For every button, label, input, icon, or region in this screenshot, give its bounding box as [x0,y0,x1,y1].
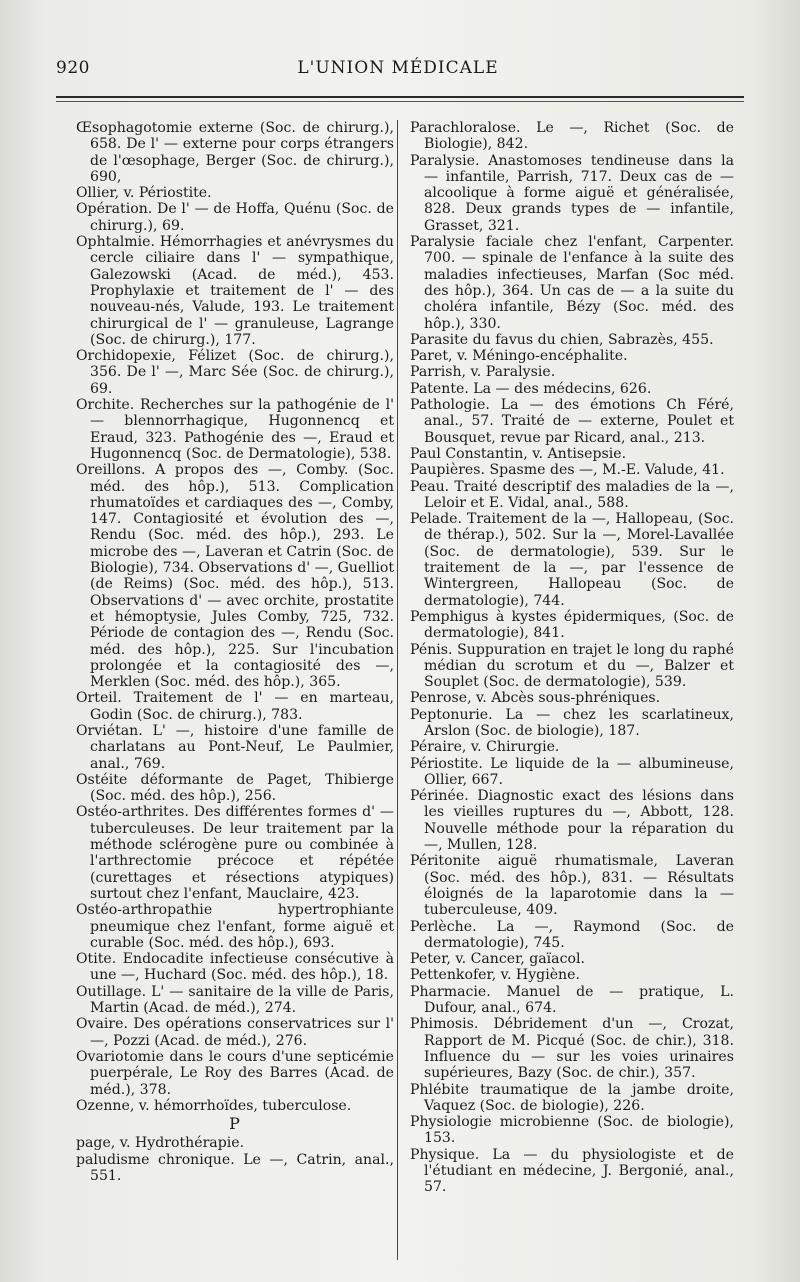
right-entries [410,120,734,1196]
index-entry: Parasite du favus du chien, Sabrazès, 455. [410,331,714,348]
index-entry: Pemphigus à kystes épidermiques, (Soc. de dermatologie), 841. [410,608,734,642]
index-entry: page, v. Hydrothérapie. [76,1135,245,1152]
index-entry: Parachloralose. Le —, Richet (Soc. de Biologie), 842. [410,120,734,153]
index-entry: Paupières. Spasme des —, M.-E. Valude, 41. [410,462,725,479]
index-entry: Paul Constantin, v. Antisepsie. [410,445,627,462]
index-entry: Pelade. Traitement de la —, Hallopeau, (Soc. de thérap.), 502. Sur la —, Morel-Lavallée (Soc. de dermatologie), 539. Sur le traitement de la —, par l'essence de Wintergreen, Hallopeau (Soc. de dermatologie), 744. [410,511,734,609]
header-rule-thin [56,101,744,102]
index-entry: Péritonite aiguë rhumatismale, Laveran (Soc. méd. des hôp.), 831. — Résultats éloignés de la laparotomie dans la — tuberculeuse, 409. [410,853,734,919]
index-entry: Ovaire. Des opérations conservatrices sur l' —, Pozzi (Acad. de méd.), 276. [76,1016,394,1049]
index-entry: Ophtalmie. Hémorrhagies et anévrysmes du cercle ciliaire dans l' — sympathique, Galezowski (Acad. de méd.), 453. Prophylaxie et traitement de l' — des nouveau-nés, Valude, 193. Le traitement chirurgical de l' — granuleuse, Lagrange (Soc. de chirurg.), 177. [76,234,394,348]
index-entry: Phlébite traumatique de la jambe droite, Vaquez (Soc. de biologie), 226. [410,1081,734,1114]
index-entry: Physiologie microbienne (Soc. de biologie), 153. [410,1114,734,1147]
index-entry: Parrish, v. Paralysie. [410,364,556,381]
index-entry: Pénis. Suppuration en trajet le long du raphé médian du scrotum et du —, Balzer et Souplet (Soc. de dermatologie), 539. [410,641,734,691]
index-entry: Patente. La — des médecins, 626. [410,380,652,397]
index-entry: Peter, v. Cancer, gaïacol. [410,951,585,968]
index-entry: Orteil. Traitement de l' — en marteau, Godin (Soc. de chirurg.), 783. [76,690,394,723]
index-entry: Penrose, v. Abcès sous-phréniques. [410,690,661,707]
index-entry: Oreillons. A propos des —, Comby. (Soc. méd. des hôp.), 513. Complication rhumatoïdes et cardiaques des —, Comby, 147. Contagiosité et évolution des —, Rendu (Soc. méd. des hôp.), 293. Le microbe des —, Laveran et Catrin (Soc. de Biologie), 734. Observations d' —, Guelliot (de Reims) (Soc. méd. des hôp.), 513. Observations d' — avec orchite, prostatite et hémoptysie, Jules Comby, 725, 732. Période de contagion des —, Rendu (Soc. méd. des hôp.), 225. Sur l'incubation prolongée et la contagiosité des —, Merklen (Soc. méd. des hôp.), 365. [76,462,395,691]
index-entry: Orchidopexie, Félizet (Soc. de chirurg.), 356. De l' —, Marc Sée (Soc. de chirurg.), 69. [76,348,394,397]
header-rule [56,96,744,98]
index-entry: Ostéo-arthropathie hypertrophiante pneumique chez l'enfant, forme aiguë et curable (Soc. méd. des hôp.), 693. [76,902,394,951]
index-entry: Peau. Traité descriptif des maladies de la —, Leloir et E. Vidal, anal., 588. [410,478,734,511]
index-entry: Ostéo-arthrites. Des différentes formes d' — tuberculeuses. De leur traitement par la méthode sclérogène pure ou combinée à l'arthrectomie précoce et répétée (curettages et résections atypiques) surtout chez l'enfant, Mauclaire, 423. [76,804,394,902]
left-entries-p [76,1135,394,1184]
index-entry: Ovariotomie dans le cours d'une septicémie puerpérale, Le Roy des Barres (Acad. de méd.), 378. [76,1048,394,1098]
index-entry: Perlèche. La —, Raymond (Soc. de dermatologie), 745. [410,918,734,951]
index-entry: Péraire, v. Chirurgie. [410,739,560,756]
index-entry: paludisme chronique. Le —, Catrin, anal., 551. [76,1151,394,1184]
index-entry: Œsophagotomie externe (Soc. de chirurg.), 658. De l' — externe pour corps étrangers de l'œsophage, Berger (Soc. de chirurg.), 690, [76,120,394,185]
section-letter: P [229,1114,241,1134]
index-entry: Paralysie faciale chez l'enfant, Carpenter. 700. — spinale de l'enfance à la suite des maladies infectieuses, Marfan (Soc méd. des hôp.), 364. Un cas de — a la suite du choléra infantile, Bézy (Soc. méd. des hôp.), 330. [410,234,734,332]
index-entry: Ostéite déformante de Paget, Thibierge (Soc. méd. des hôp.), 256. [76,771,394,805]
index-entry: Ollier, v. Périostite. [76,185,212,202]
index-entry: Peptonurie. La — chez les scarlatineux, Arslon (Soc. de biologie), 187. [410,706,734,739]
left-column [76,120,394,1184]
index-entry: Périnée. Diagnostic exact des lésions dans les vieilles ruptures du —, Abbott, 128. Nouvelle méthode pour la réparation du —, Mullen, 128. [410,788,734,854]
index-entry: Paret, v. Méningo-encéphalite. [410,348,628,365]
right-column [410,120,734,1196]
index-entry: Pathologie. La — des émotions Ch Féré, anal., 57. Traité de — externe, Poulet et Bousquet, revue par Ricard, anal., 213. [410,397,734,446]
left-entries [76,120,394,1114]
index-entry: Opération. De l' — de Hoffa, Quénu (Soc. de chirurg.), 69. [76,201,394,234]
index-entry: Physique. La — du physiologiste et de l'étudiant en médecine, J. Bergonié, anal., 57. [410,1146,734,1196]
page-header [56,58,740,88]
index-entry: Ozenne, v. hémorrhoïdes, tuberculose. [76,1097,352,1114]
page-number: 920 [56,58,90,78]
index-entry: Orviétan. L' —, histoire d'une famille de charlatans au Pont-Neuf, Le Paulmier, anal., 769. [76,722,394,772]
index-entry: Outillage. L' — sanitaire de la ville de Paris, Martin (Acad. de méd.), 274. [76,983,394,1017]
column-divider [397,120,398,1260]
index-entry: Pettenkofer, v. Hygiène. [410,967,580,984]
index-entry: Orchite. Recherches sur la pathogénie de l' — blennorrhagique, Hugonnencq et Eraud, 323. Pathogénie des —, Eraud et Hugonnencq (Soc. de Dermatologie), 538. [76,397,394,462]
index-entry: Otite. Endocadite infectieuse consécutive à une —, Huchard (Soc. méd. des hôp.), 18. [76,951,394,984]
index-entry: Périostite. Le liquide de la — albumineuse, Ollier, 667. [410,755,734,788]
running-title: L'UNION MÉDICALE [297,58,499,78]
index-entry: Phimosis. Débridement d'un —, Crozat, Rapport de M. Picqué (Soc. de chir.), 318. Influence du — sur les voies urinaires supérieures, Bazy (Soc. de chir.), 357. [410,1016,734,1082]
index-entry: Paralysie. Anastomoses tendineuse dans la — infantile, Parrish, 717. Deux cas de — alcoolique à forme aiguë et généralisée, 828. Deux grands types de — infantile, Grasset, 321. [410,152,734,234]
index-entry: Pharmacie. Manuel de — pratique, L. Dufour, anal., 674. [410,983,734,1017]
